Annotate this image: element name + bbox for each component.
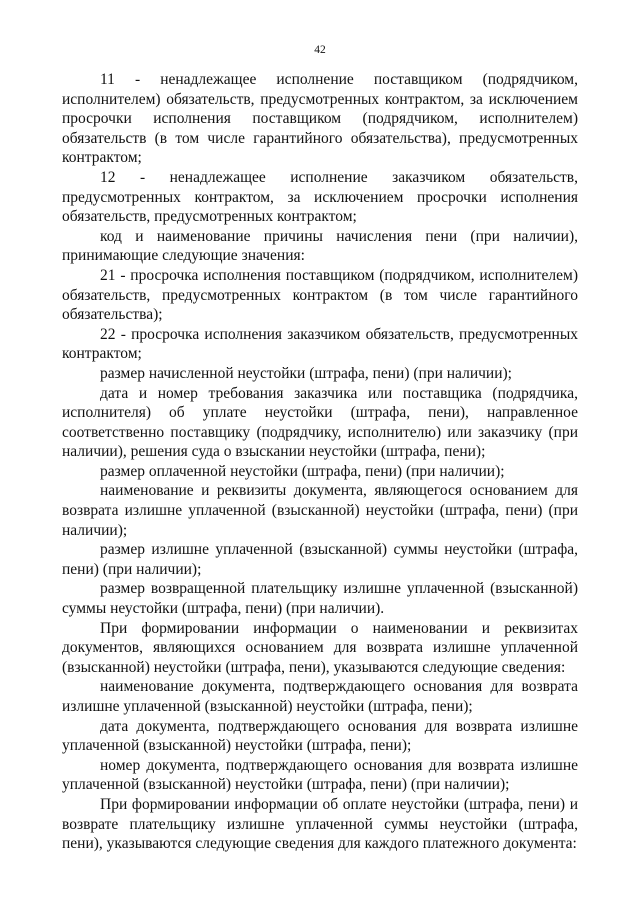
paragraph: размер оплаченной неустойки (штрафа, пени) (при наличии); (100, 462, 505, 480)
page-number: 42 (314, 44, 326, 56)
paragraph: 11 - ненадлежащее исполнение поставщиком (подрядчиком, исполнителем) обязательств, предусмотренных контрактом, за исключением просрочки исполнения поставщиком (подрядчиком, исполнителем) обязательств (в том числе гарантийного обязательства), предусмотренных контрактом; (62, 71, 578, 167)
paragraph: дата документа, подтверждающего основания для возврата излишне уплаченной (взысканной) неустойки (штрафа, пени); (62, 717, 578, 755)
paragraph: 21 - просрочка исполнения поставщиком (подрядчиком, исполнителем) обязательств, предусмотренных контрактом (в том числе гарантийного обязательства); (62, 266, 578, 324)
paragraph: размер начисленной неустойки (штрафа, пени) (при наличии); (100, 364, 512, 382)
paragraph: размер излишне уплаченной (взысканной) суммы неустойки (штрафа, пени) (при наличии); (62, 541, 578, 578)
paragraph: дата и номер требования заказчика или поставщика (подрядчика, исполнителя) об уплате неустойки (штрафа, пени), направленное соответственно поставщику (подрядчику, исполнителю) или заказчику (при наличии), решения суда о взыскании неустойки (штрафа, пени); (62, 384, 578, 461)
paragraph: номер документа, подтверждающего основания для возврата излишне уплаченной (взысканной) неустойки (штрафа, пени) (при наличии); (62, 756, 578, 794)
paragraph: При формировании информации об оплате неустойки (штрафа, пени) и возврате плательщику излишне уплаченной суммы неустойки (штрафа, пени), указываются следующие сведения для каждого платежного документа: (62, 795, 578, 853)
paragraph: размер возвращенной плательщику излишне уплаченной (взысканной) суммы неустойки (штрафа, пени) (при наличии). (62, 580, 578, 618)
paragraph: наименование документа, подтверждающего основания для возврата излишне уплаченной (взысканной) неустойки (штрафа, пени); (62, 678, 578, 715)
paragraph: код и наименование причины начисления пени (при наличии), принимающие следующие значения: (62, 227, 578, 265)
paragraph: При формировании информации о наименовании и реквизитах документов, являющихся основанием для возврата излишне уплаченной (взысканной) неустойки (штрафа, пени), указываются следующие сведения: (62, 619, 578, 676)
paragraph: 12 - ненадлежащее исполнение заказчиком обязательств, предусмотренных контрактом, за исключением просрочки исполнения обязательств, предусмотренных контрактом; (62, 168, 578, 226)
paragraph: наименование и реквизиты документа, являющегося основанием для возврата излишне уплаченной (взысканной) неустойки (штрафа, пени) (при наличии); (62, 482, 578, 539)
document-body (62, 70, 578, 854)
paragraph: 22 - просрочка исполнения заказчиком обязательств, предусмотренных контрактом; (62, 325, 578, 363)
